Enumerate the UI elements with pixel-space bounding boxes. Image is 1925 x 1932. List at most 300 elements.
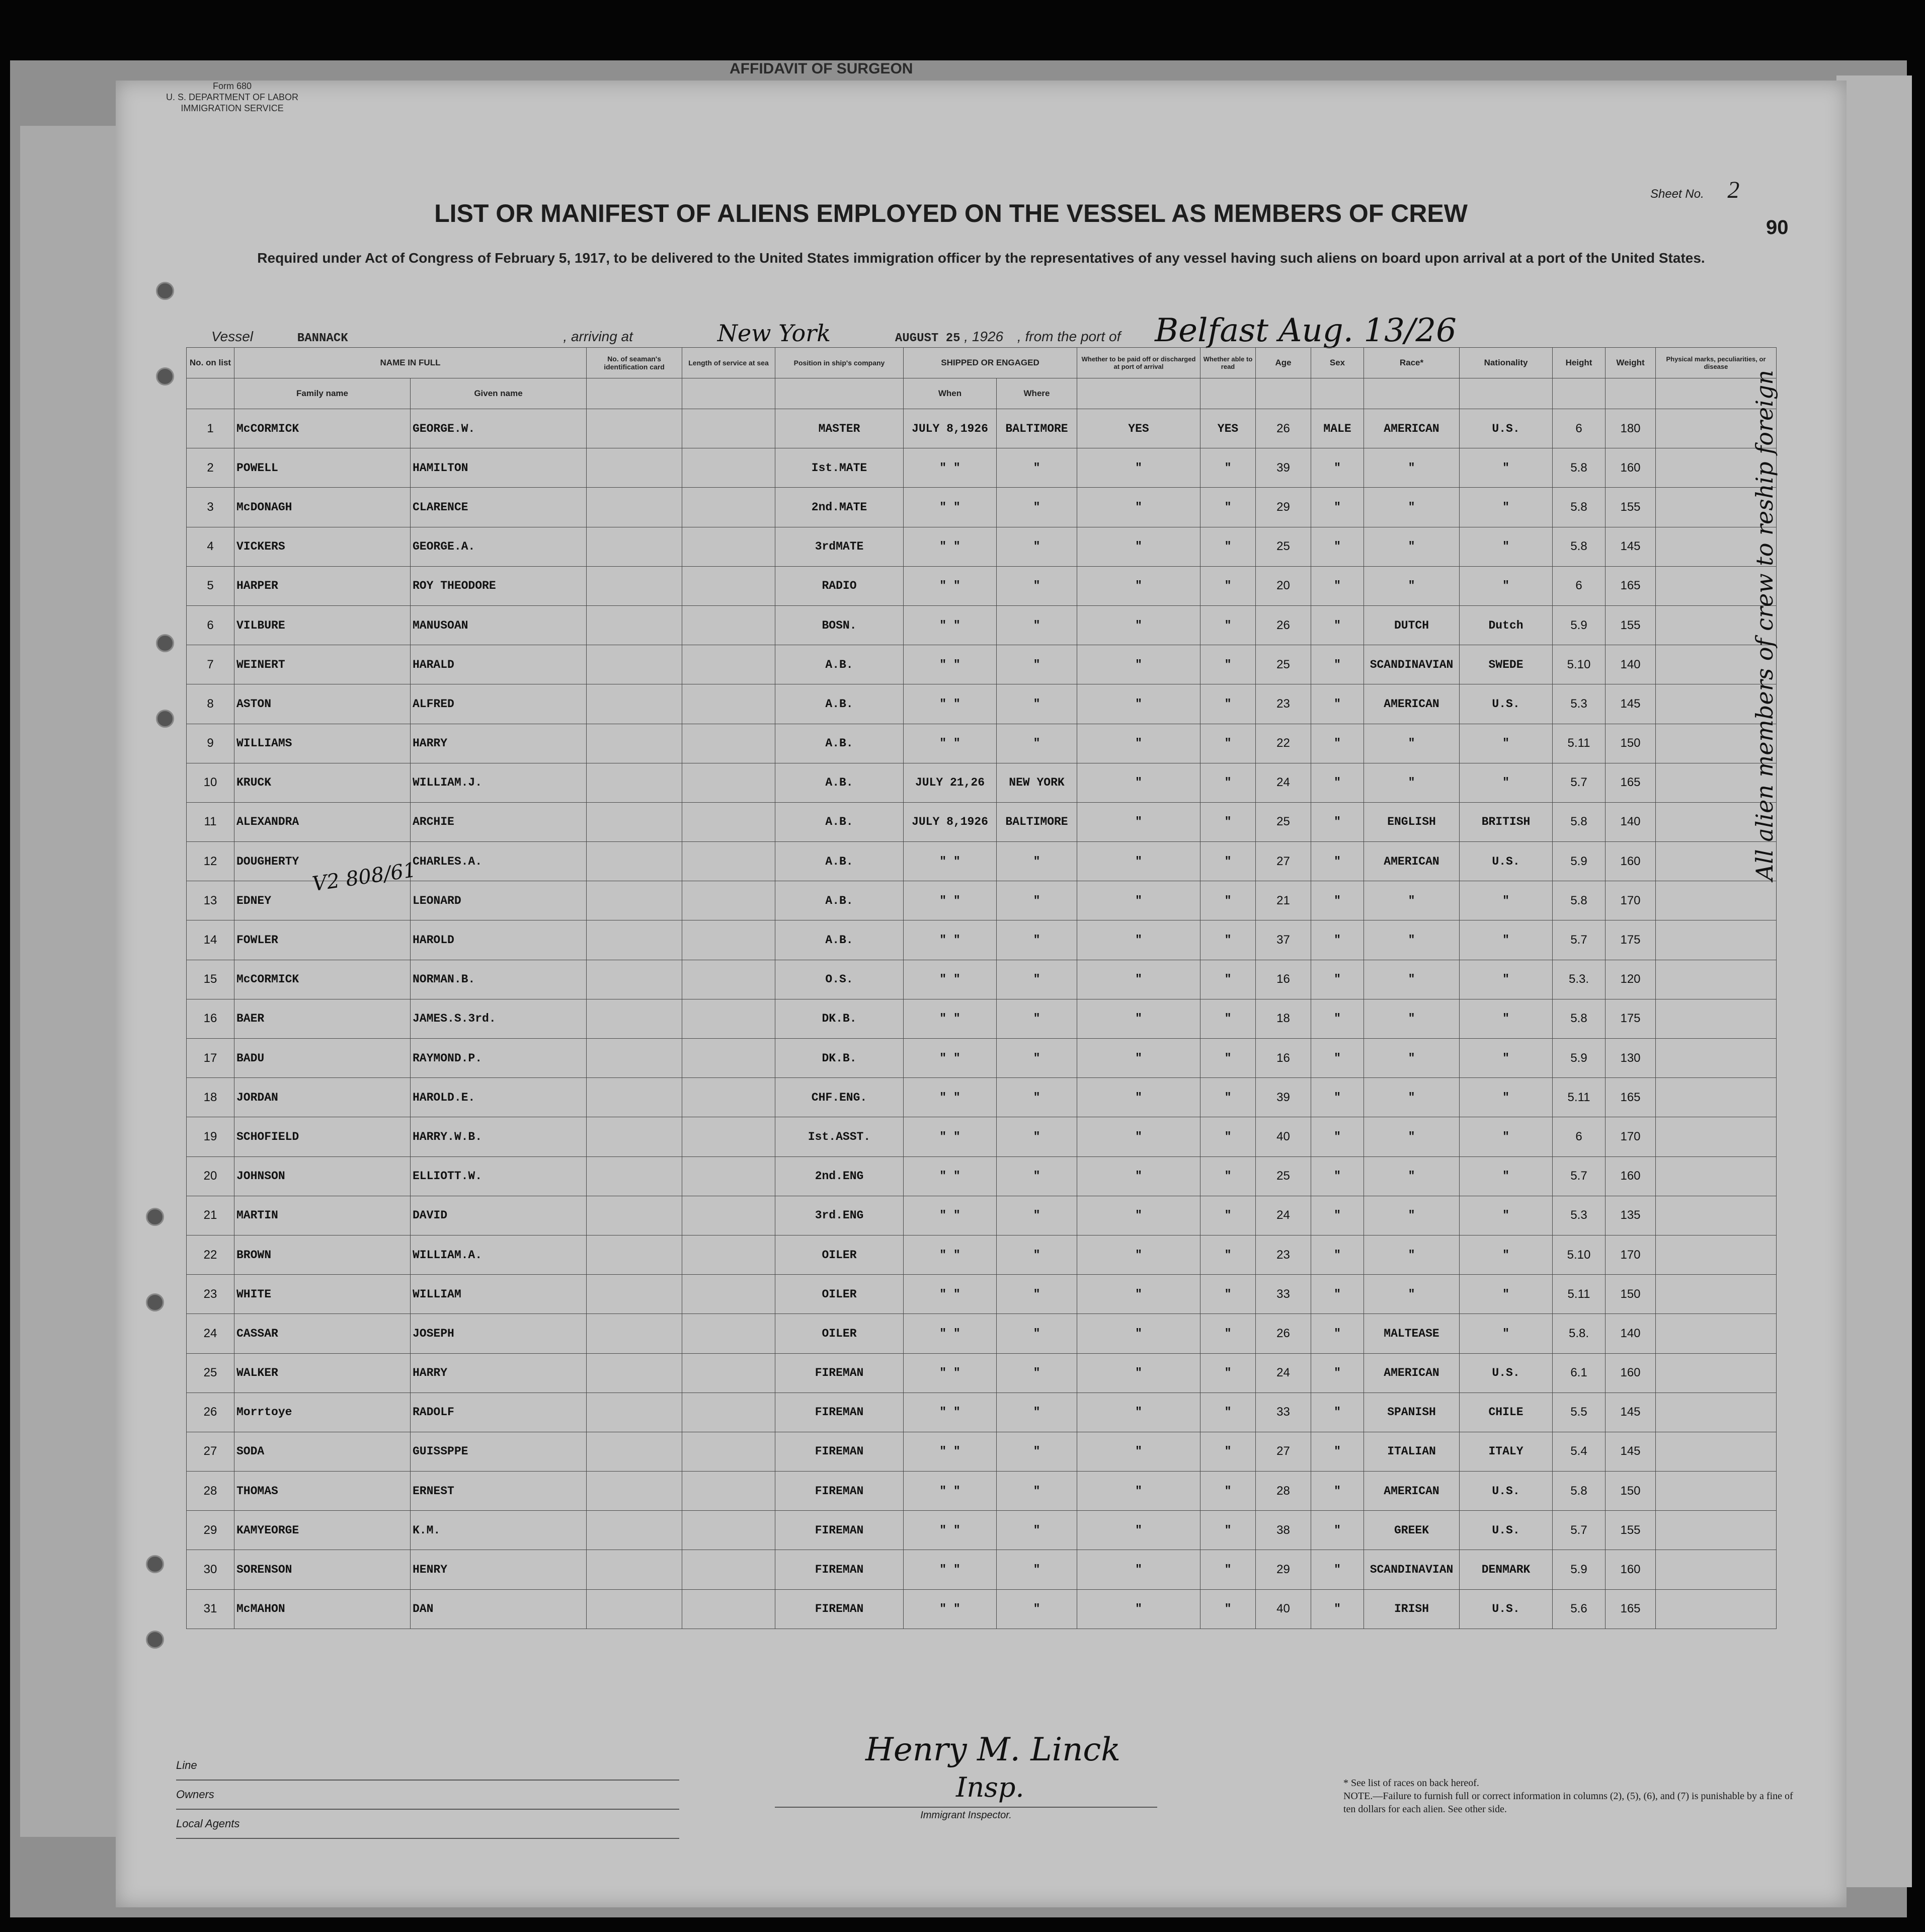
cell-sex: " [1311, 1196, 1364, 1235]
cell-sex: " [1311, 763, 1364, 802]
cell-marks [1656, 1353, 1777, 1393]
cell-paid: " [1077, 842, 1200, 881]
cell-nat: " [1460, 920, 1553, 960]
cell-marks [1656, 1078, 1777, 1117]
arriving-port: New York [717, 320, 831, 347]
cell-weight: 140 [1606, 1314, 1656, 1353]
cell-given: GEORGE.A. [411, 527, 587, 566]
cell-idcard [587, 1039, 682, 1078]
cell-when: " " [904, 566, 997, 605]
cell-no: 26 [187, 1393, 234, 1432]
arrival-date: AUGUST 25 [895, 332, 960, 345]
cell-nat: " [1460, 1235, 1553, 1274]
cell-given: HARRY [411, 724, 587, 763]
cell-no: 28 [187, 1472, 234, 1511]
cell-race: SPANISH [1364, 1393, 1460, 1432]
punch-hole [146, 1631, 164, 1649]
cell-when: " " [904, 1156, 997, 1196]
col-where: Where [997, 378, 1077, 409]
cell-race: IRISH [1364, 1589, 1460, 1629]
cell-weight: 170 [1606, 1235, 1656, 1274]
cell-service [682, 1078, 775, 1117]
cell-sex: MALE [1311, 409, 1364, 448]
cell-when: " " [904, 684, 997, 724]
subheader-blank [1256, 378, 1311, 409]
cell-race: AMERICAN [1364, 1353, 1460, 1393]
cell-when: " " [904, 488, 997, 527]
cell-where: BALTIMORE [997, 409, 1077, 448]
cell-weight: 165 [1606, 1589, 1656, 1629]
cell-family: CASSAR [234, 1314, 411, 1353]
cell-no: 13 [187, 881, 234, 920]
cell-age: 27 [1256, 842, 1311, 881]
cell-given: JOSEPH [411, 1314, 587, 1353]
table-row [187, 1472, 1777, 1511]
cell-marks [1656, 1156, 1777, 1196]
cell-race: " [1364, 1039, 1460, 1078]
cell-read: " [1200, 1353, 1256, 1393]
cell-no: 22 [187, 1235, 234, 1274]
table-row [187, 724, 1777, 763]
cell-given: WILLIAM.J. [411, 763, 587, 802]
table-row [187, 763, 1777, 802]
cell-idcard [587, 1432, 682, 1471]
subheader-blank [1311, 378, 1364, 409]
cell-idcard [587, 448, 682, 488]
cell-weight: 140 [1606, 645, 1656, 684]
cell-when: " " [904, 842, 997, 881]
cell-given: HAMILTON [411, 448, 587, 488]
cell-age: 24 [1256, 763, 1311, 802]
cell-family: McDONAGH [234, 488, 411, 527]
cell-age: 26 [1256, 605, 1311, 645]
cell-sex: " [1311, 1511, 1364, 1550]
cell-given: ROY THEODORE [411, 566, 587, 605]
cell-when: JULY 8,1926 [904, 409, 997, 448]
cell-paid: YES [1077, 409, 1200, 448]
cell-given: HARRY [411, 1353, 587, 1393]
cell-no: 15 [187, 960, 234, 999]
col-given-name: Given name [411, 378, 587, 409]
cell-paid: " [1077, 1393, 1200, 1432]
cell-weight: 180 [1606, 409, 1656, 448]
cell-family: POWELL [234, 448, 411, 488]
cell-when: " " [904, 645, 997, 684]
cell-idcard [587, 1117, 682, 1156]
cell-idcard [587, 1589, 682, 1629]
cell-where: " [997, 960, 1077, 999]
cell-read: " [1200, 1589, 1256, 1629]
form-info [166, 81, 298, 114]
cell-idcard [587, 1472, 682, 1511]
cell-position: A.B. [775, 645, 904, 684]
cell-no: 3 [187, 488, 234, 527]
cell-position: A.B. [775, 881, 904, 920]
cell-when: " " [904, 527, 997, 566]
cell-idcard [587, 1275, 682, 1314]
cell-where: NEW YORK [997, 763, 1077, 802]
cell-nat: " [1460, 1196, 1553, 1235]
cell-read: " [1200, 724, 1256, 763]
cell-idcard [587, 881, 682, 920]
cell-sex: " [1311, 999, 1364, 1038]
cell-height: 5.9 [1553, 605, 1606, 645]
cell-nat: " [1460, 763, 1553, 802]
cell-height: 5.8 [1553, 881, 1606, 920]
cell-position: MASTER [775, 409, 904, 448]
cell-nat: " [1460, 527, 1553, 566]
cell-given: ELLIOTT.W. [411, 1156, 587, 1196]
cell-nat: SWEDE [1460, 645, 1553, 684]
cell-read: " [1200, 566, 1256, 605]
cell-position: FIREMAN [775, 1393, 904, 1432]
cell-paid: " [1077, 1472, 1200, 1511]
table-row [187, 1589, 1777, 1629]
cell-race: " [1364, 1078, 1460, 1117]
cell-when: " " [904, 1589, 997, 1629]
margin-annotation: V2 808/61 [310, 858, 418, 896]
cell-where: " [997, 1275, 1077, 1314]
cell-age: 33 [1256, 1393, 1311, 1432]
col-id-card: No. of seaman's identification card [587, 348, 682, 378]
cell-family: WHITE [234, 1275, 411, 1314]
cell-where: " [997, 1353, 1077, 1393]
cell-race: ENGLISH [1364, 802, 1460, 841]
cell-sex: " [1311, 684, 1364, 724]
cell-read: " [1200, 960, 1256, 999]
cell-age: 29 [1256, 1550, 1311, 1589]
cell-when: " " [904, 960, 997, 999]
table-row [187, 1432, 1777, 1471]
cell-race: " [1364, 724, 1460, 763]
cell-paid: " [1077, 881, 1200, 920]
cell-height: 5.6 [1553, 1589, 1606, 1629]
cell-idcard [587, 1314, 682, 1353]
cell-position: Ist.MATE [775, 448, 904, 488]
cell-idcard [587, 802, 682, 841]
cell-race: " [1364, 1275, 1460, 1314]
cell-read: " [1200, 1511, 1256, 1550]
cell-race: DUTCH [1364, 605, 1460, 645]
cell-no: 1 [187, 409, 234, 448]
cell-where: " [997, 1039, 1077, 1078]
col-age: Age [1256, 348, 1311, 378]
cell-weight: 165 [1606, 566, 1656, 605]
cell-weight: 140 [1606, 802, 1656, 841]
cell-age: 18 [1256, 999, 1311, 1038]
cell-family: SCHOFIELD [234, 1117, 411, 1156]
cell-race: " [1364, 763, 1460, 802]
table-row [187, 1353, 1777, 1393]
table-row [187, 448, 1777, 488]
cell-service [682, 1550, 775, 1589]
cell-family: BROWN [234, 1235, 411, 1274]
cell-when: " " [904, 1078, 997, 1117]
cell-height: 5.8 [1553, 488, 1606, 527]
cell-age: 39 [1256, 1078, 1311, 1117]
cell-age: 20 [1256, 566, 1311, 605]
cell-no: 27 [187, 1432, 234, 1471]
cell-age: 16 [1256, 1039, 1311, 1078]
cell-paid: " [1077, 1550, 1200, 1589]
cell-sex: " [1311, 842, 1364, 881]
cell-height: 5.4 [1553, 1432, 1606, 1471]
cell-height: 5.8 [1553, 527, 1606, 566]
sheet-number-value: 2 [1727, 177, 1740, 203]
cell-when: " " [904, 1511, 997, 1550]
cell-when: JULY 21,26 [904, 763, 997, 802]
affidavit-header: AFFIDAVIT OF SURGEON [730, 60, 913, 77]
cell-height: 5.3 [1553, 684, 1606, 724]
cell-where: " [997, 1589, 1077, 1629]
subheader-blank [1077, 378, 1200, 409]
owners-field: Owners [176, 1781, 679, 1810]
cell-idcard [587, 763, 682, 802]
cell-when: " " [904, 1314, 997, 1353]
cell-family: BAER [234, 999, 411, 1038]
cell-where: " [997, 920, 1077, 960]
cell-height: 5.7 [1553, 1511, 1606, 1550]
cell-family: WEINERT [234, 645, 411, 684]
cell-age: 40 [1256, 1589, 1311, 1629]
crew-rows [187, 409, 1777, 1629]
cell-age: 26 [1256, 409, 1311, 448]
cell-nat: " [1460, 1275, 1553, 1314]
cell-where: " [997, 999, 1077, 1038]
cell-age: 25 [1256, 645, 1311, 684]
subheader-blank [775, 378, 904, 409]
cell-given: K.M. [411, 1511, 587, 1550]
cell-family: KAMYEORGE [234, 1511, 411, 1550]
cell-marks [1656, 1511, 1777, 1550]
cell-family: THOMAS [234, 1472, 411, 1511]
cell-where: " [997, 1196, 1077, 1235]
vessel-label: Vessel [211, 329, 254, 344]
cell-marks [1656, 1432, 1777, 1471]
cell-sex: " [1311, 566, 1364, 605]
cell-sex: " [1311, 960, 1364, 999]
cell-position: DK.B. [775, 999, 904, 1038]
cell-where: " [997, 1314, 1077, 1353]
cell-given: HARALD [411, 645, 587, 684]
cell-no: 21 [187, 1196, 234, 1235]
cell-service [682, 1235, 775, 1274]
col-position: Position in ship's company [775, 348, 904, 378]
cell-no: 12 [187, 842, 234, 881]
cell-family: ALEXANDRA [234, 802, 411, 841]
cell-race: " [1364, 1196, 1460, 1235]
cell-read: " [1200, 1432, 1256, 1471]
cell-no: 16 [187, 999, 234, 1038]
cell-family: VILBURE [234, 605, 411, 645]
cell-nat: Dutch [1460, 605, 1553, 645]
cell-when: " " [904, 1472, 997, 1511]
cell-nat: U.S. [1460, 842, 1553, 881]
table-row [187, 488, 1777, 527]
cell-read: " [1200, 448, 1256, 488]
cell-service [682, 999, 775, 1038]
table-row [187, 566, 1777, 605]
cell-marks [1656, 1117, 1777, 1156]
cell-read: " [1200, 802, 1256, 841]
cell-height: 5.8. [1553, 1314, 1606, 1353]
cell-when: " " [904, 724, 997, 763]
cell-given: WILLIAM [411, 1275, 587, 1314]
cell-where: " [997, 566, 1077, 605]
cell-race: " [1364, 920, 1460, 960]
table-row [187, 1156, 1777, 1196]
cell-weight: 130 [1606, 1039, 1656, 1078]
cell-paid: " [1077, 1432, 1200, 1471]
footer-fields [176, 1751, 679, 1839]
cell-service [682, 1511, 775, 1550]
cell-race: " [1364, 881, 1460, 920]
cell-paid: " [1077, 802, 1200, 841]
cell-service [682, 684, 775, 724]
cell-service [682, 527, 775, 566]
cell-height: 5.8 [1553, 999, 1606, 1038]
cell-sex: " [1311, 1353, 1364, 1393]
arriving-label: , arriving at [563, 329, 633, 344]
cell-marks [1656, 1235, 1777, 1274]
cell-family: JORDAN [234, 1078, 411, 1117]
cell-age: 28 [1256, 1472, 1311, 1511]
cell-family: SODA [234, 1432, 411, 1471]
table-row [187, 960, 1777, 999]
cell-race: " [1364, 999, 1460, 1038]
cell-position: FIREMAN [775, 1589, 904, 1629]
department-name: U. S. DEPARTMENT OF LABOR [166, 92, 299, 102]
cell-nat: " [1460, 1314, 1553, 1353]
cell-sex: " [1311, 920, 1364, 960]
adjacent-page-strip [20, 126, 126, 1837]
cell-height: 5.7 [1553, 1156, 1606, 1196]
cell-position: OILER [775, 1314, 904, 1353]
cell-given: ARCHIE [411, 802, 587, 841]
cell-read: " [1200, 881, 1256, 920]
cell-nat: ITALY [1460, 1432, 1553, 1471]
cell-age: 23 [1256, 684, 1311, 724]
cell-when: " " [904, 1550, 997, 1589]
cell-service [682, 1472, 775, 1511]
cell-no: 25 [187, 1353, 234, 1393]
cell-given: RADOLF [411, 1393, 587, 1432]
cell-given: ERNEST [411, 1472, 587, 1511]
cell-given: CHARLES.A. [411, 842, 587, 881]
table-row [187, 1275, 1777, 1314]
cell-family: HARPER [234, 566, 411, 605]
cell-where: " [997, 448, 1077, 488]
cell-weight: 160 [1606, 1550, 1656, 1589]
cell-height: 5.5 [1553, 1393, 1606, 1432]
cell-weight: 165 [1606, 763, 1656, 802]
cell-no: 18 [187, 1078, 234, 1117]
punch-hole [146, 1555, 164, 1573]
cell-position: DK.B. [775, 1039, 904, 1078]
cell-idcard [587, 842, 682, 881]
table-row [187, 1078, 1777, 1117]
cell-sex: " [1311, 1078, 1364, 1117]
cell-read: " [1200, 527, 1256, 566]
cell-read: " [1200, 645, 1256, 684]
cell-read: " [1200, 999, 1256, 1038]
cell-where: " [997, 645, 1077, 684]
cell-age: 33 [1256, 1275, 1311, 1314]
table-row [187, 1550, 1777, 1589]
cell-paid: " [1077, 1511, 1200, 1550]
cell-sex: " [1311, 527, 1364, 566]
cell-nat: U.S. [1460, 1589, 1553, 1629]
cell-where: " [997, 724, 1077, 763]
cell-sex: " [1311, 1156, 1364, 1196]
cell-where: " [997, 1393, 1077, 1432]
cell-where: " [997, 527, 1077, 566]
cell-marks [1656, 1550, 1777, 1589]
cell-age: 25 [1256, 802, 1311, 841]
cell-no: 4 [187, 527, 234, 566]
cell-when: " " [904, 920, 997, 960]
cell-nat: " [1460, 448, 1553, 488]
cell-family: McMAHON [234, 1589, 411, 1629]
cell-where: " [997, 1156, 1077, 1196]
cell-age: 26 [1256, 1314, 1311, 1353]
col-service: Length of service at sea [682, 348, 775, 378]
cell-no: 30 [187, 1550, 234, 1589]
punch-hole [156, 710, 174, 728]
cell-height: 5.9 [1553, 842, 1606, 881]
cell-age: 29 [1256, 488, 1311, 527]
cell-age: 27 [1256, 1432, 1311, 1471]
cell-weight: 170 [1606, 1117, 1656, 1156]
cell-race: " [1364, 1117, 1460, 1156]
cell-position: A.B. [775, 842, 904, 881]
cell-position: 3rdMATE [775, 527, 904, 566]
cell-marks [1656, 1196, 1777, 1235]
col-nationality: Nationality [1460, 348, 1553, 378]
cell-service [682, 1393, 775, 1432]
cell-no: 29 [187, 1511, 234, 1550]
cell-where: " [997, 1472, 1077, 1511]
cell-service [682, 1589, 775, 1629]
cell-where: " [997, 1078, 1077, 1117]
penalty-note: NOTE.—Failure to furnish full or correct information in columns (2), (5), (6), and (7) is punishable by a fine of ten dollars for each alien. See other side. [1343, 1791, 1793, 1815]
cell-race: AMERICAN [1364, 409, 1460, 448]
cell-weight: 170 [1606, 881, 1656, 920]
cell-service [682, 724, 775, 763]
cell-service [682, 802, 775, 841]
cell-position: Ist.ASST. [775, 1117, 904, 1156]
cell-nat: CHILE [1460, 1393, 1553, 1432]
cell-idcard [587, 527, 682, 566]
cell-position: FIREMAN [775, 1550, 904, 1589]
cell-idcard [587, 1393, 682, 1432]
cell-weight: 150 [1606, 724, 1656, 763]
cell-idcard [587, 999, 682, 1038]
cell-sex: " [1311, 1550, 1364, 1589]
cell-position: A.B. [775, 920, 904, 960]
cell-weight: 165 [1606, 1078, 1656, 1117]
subheader-blank [187, 378, 234, 409]
cell-weight: 160 [1606, 842, 1656, 881]
cell-marks [1656, 1314, 1777, 1353]
cell-weight: 155 [1606, 488, 1656, 527]
cell-weight: 160 [1606, 448, 1656, 488]
cell-service [682, 881, 775, 920]
cell-family: McCORMICK [234, 960, 411, 999]
table-row [187, 1511, 1777, 1550]
cell-given: GEORGE.W. [411, 409, 587, 448]
cell-marks [1656, 920, 1777, 960]
